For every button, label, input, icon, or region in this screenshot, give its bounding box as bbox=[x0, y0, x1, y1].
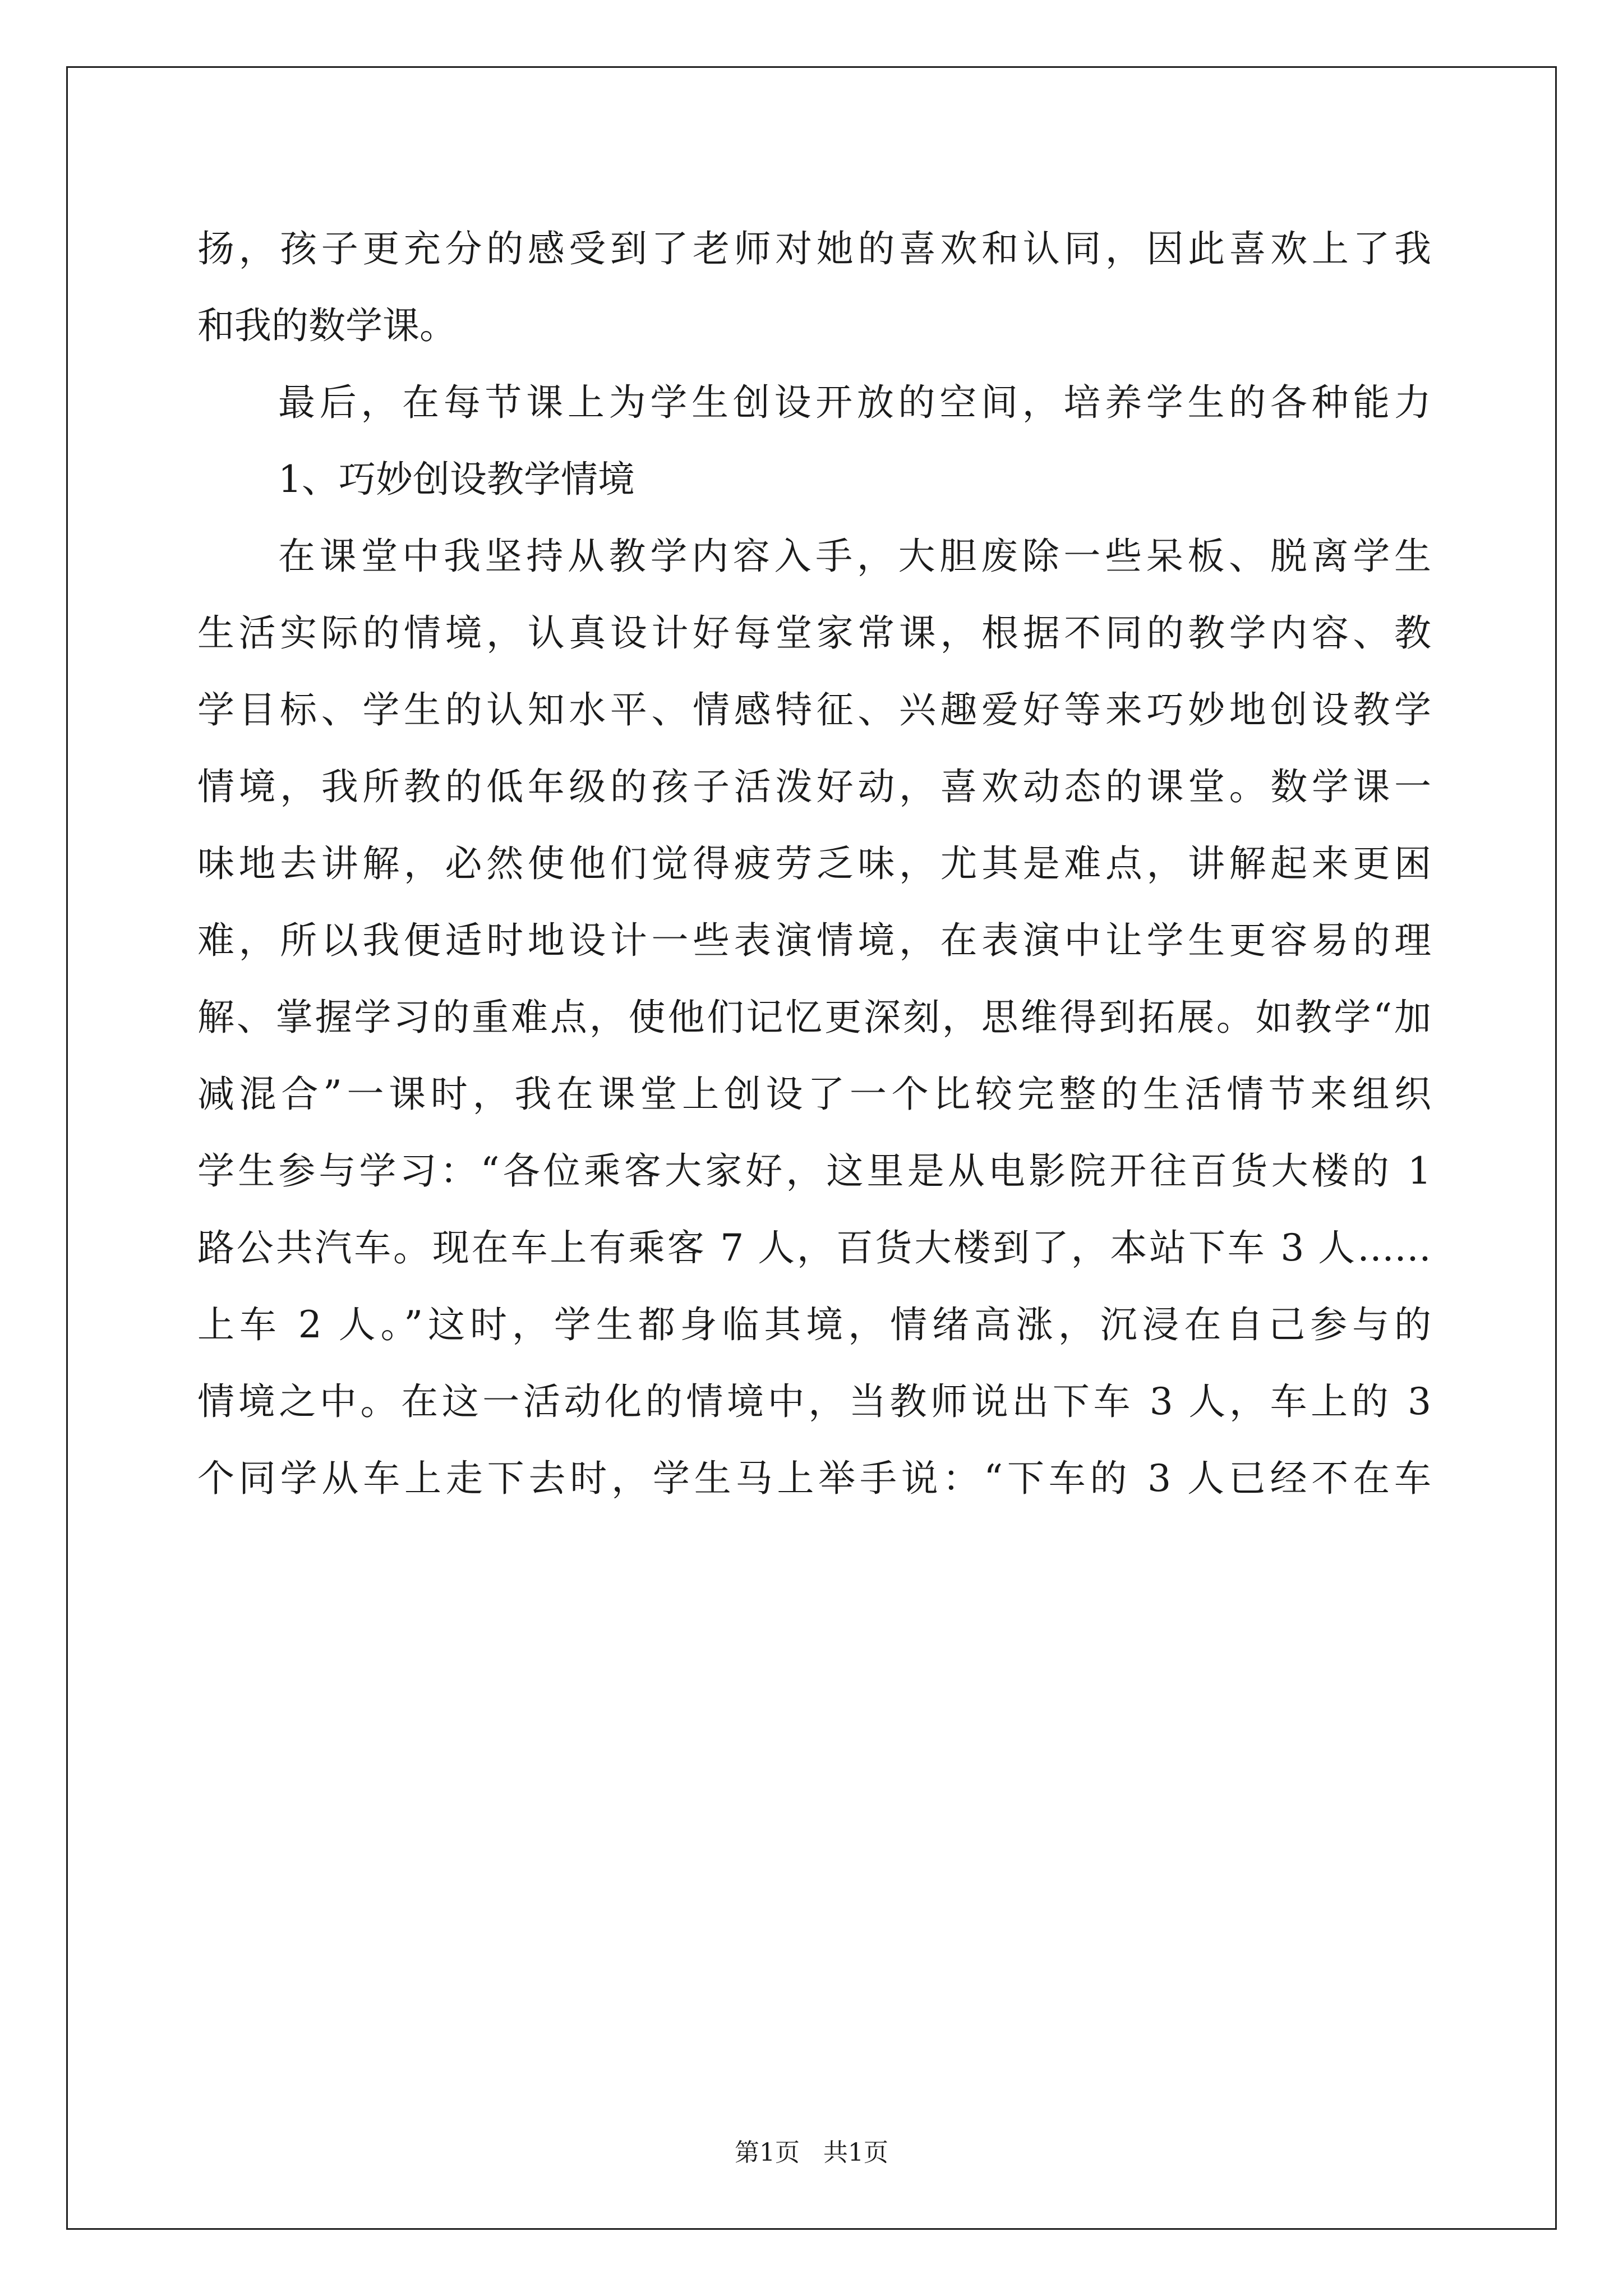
paragraph-line: 扬，孩子更充分的感受到了老师对她的喜欢和认同，因此喜欢上了我 bbox=[197, 227, 1431, 270]
paragraph-line: 味地去讲解，必然使他们觉得疲劳乏味，尤其是难点，讲解起来更困 bbox=[197, 842, 1431, 885]
paragraph-line: 情境，我所教的低年级的孩子活泼好动，喜欢动态的课堂。数学课一 bbox=[197, 765, 1431, 808]
paragraph-line: 个同学从车上走下去时，学生马上举手说：“下车的 3 人已经不在车 bbox=[197, 1457, 1431, 1500]
paragraph-line: 最后，在每节课上为学生创设开放的空间，培养学生的各种能力 bbox=[278, 381, 1431, 424]
paragraph-line: 难，所以我便适时地设计一些表演情境，在表演中让学生更容易的理 bbox=[197, 919, 1431, 962]
document-body bbox=[197, 210, 1431, 1517]
page-number: 第1页 bbox=[735, 2138, 800, 2167]
paragraph-line: 在课堂中我坚持从教学内容入手，大胆废除一些呆板、脱离学生 bbox=[278, 535, 1431, 578]
page-total: 共1页 bbox=[823, 2138, 888, 2167]
page-footer bbox=[0, 2136, 1623, 2170]
paragraph-line: 学目标、学生的认知水平、情感特征、兴趣爱好等来巧妙地创设教学 bbox=[197, 688, 1431, 731]
paragraph-line: 情境之中。在这一活动化的情境中，当教师说出下车 3 人，车上的 3 bbox=[197, 1380, 1431, 1423]
paragraph-line: 减混合”一课时，我在课堂上创设了一个比较完整的生活情节来组织 bbox=[197, 1073, 1431, 1116]
paragraph-line: 学生参与学习：“各位乘客大家好，这里是从电影院开往百货大楼的 1 bbox=[197, 1149, 1431, 1193]
section-heading: 1、巧妙创设教学情境 bbox=[278, 458, 635, 501]
paragraph-line: 生活实际的情境，认真设计好每堂家常课，根据不同的教学内容、教 bbox=[197, 611, 1431, 655]
paragraph-line: 和我的数学课。 bbox=[197, 304, 457, 347]
paragraph-line: 路公共汽车。现在车上有乘客 7 人，百货大楼到了，本站下车 3 人…… bbox=[197, 1226, 1431, 1269]
paragraph-line: 解、掌握学习的重难点，使他们记忆更深刻，思维得到拓展。如教学“加 bbox=[197, 996, 1431, 1039]
paragraph-line: 上车 2 人。”这时，学生都身临其境，情绪高涨，沉浸在自己参与的 bbox=[197, 1303, 1431, 1346]
